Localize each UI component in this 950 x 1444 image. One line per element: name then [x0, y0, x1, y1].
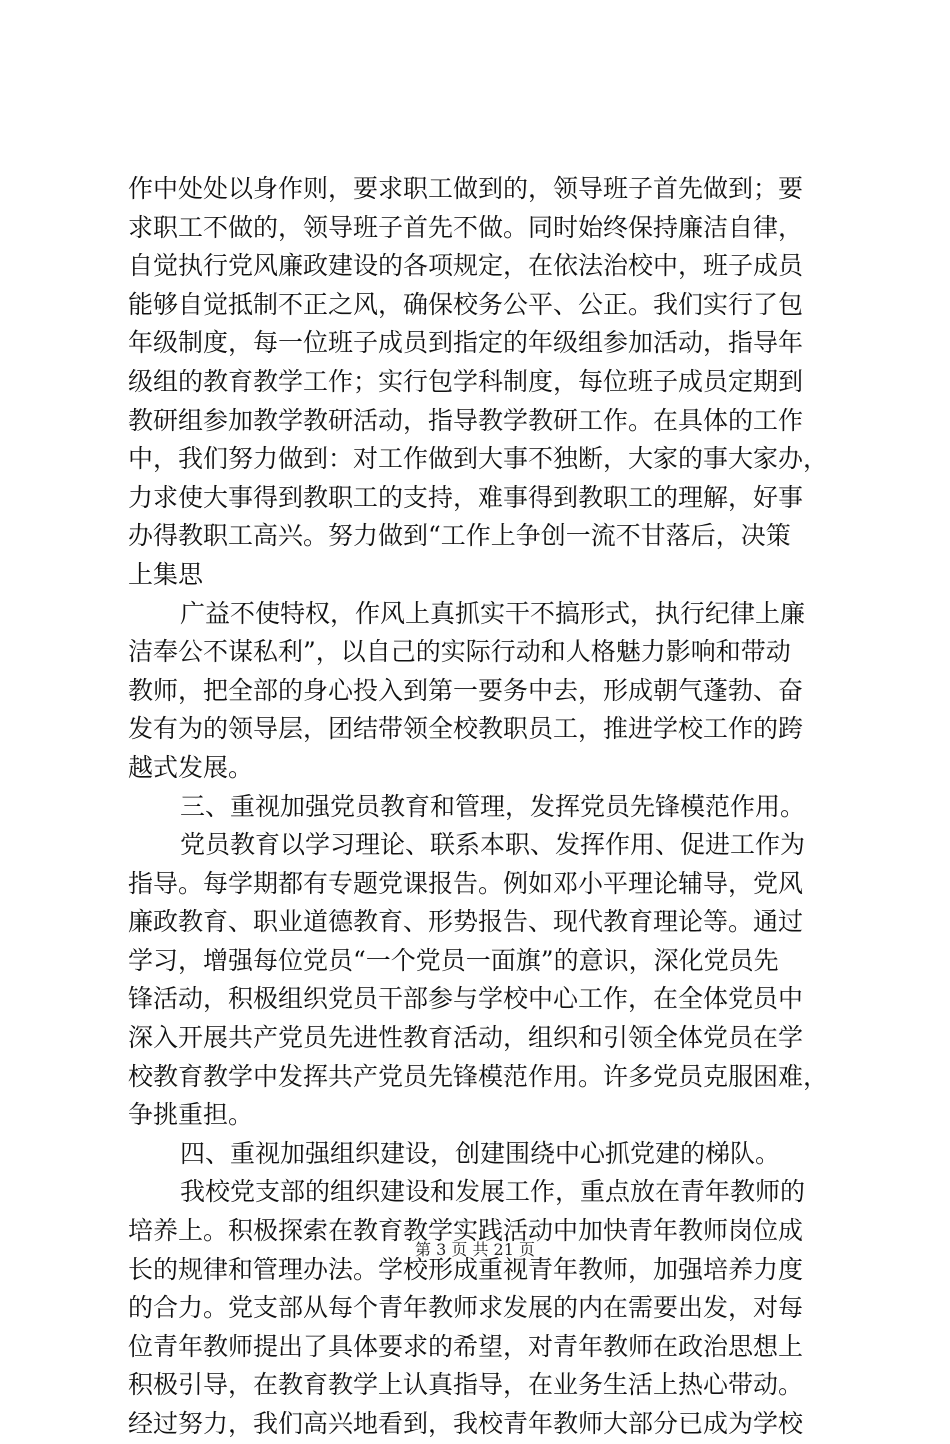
- text-line: 廉政教育、职业道德教育、形势报告、现代教育理论等。通过: [128, 907, 804, 937]
- paragraph-start-line: 我校党支部的组织建设和发展工作，重点放在青年教师的: [180, 1177, 806, 1207]
- text-line: 办得教职工高兴。努力做到“工作上争创一流不甘落后，决策: [128, 521, 791, 551]
- section-heading-4: 四、重视加强组织建设，创建围绕中心抓党建的梯队。: [180, 1138, 781, 1168]
- text-line: 积极引导，在教育教学上认真指导，在业务生活上热心带动。: [128, 1370, 804, 1400]
- text-line: 深入开展共产党员先进性教育活动，组织和引领全体党员在学: [128, 1023, 804, 1053]
- text-line: 发有为的领导层，团结带领全校教职员工，推进学校工作的跨: [128, 714, 804, 744]
- text-line: 争挑重担。: [128, 1100, 254, 1130]
- text-line: 年级制度，每一位班子成员到指定的年级组参加活动，指导年: [128, 328, 804, 358]
- text-line: 经过努力，我们高兴地看到，我校青年教师大部分已成为学校: [128, 1409, 804, 1438]
- text-line: 求职工不做的，领导班子首先不做。同时始终保持廉洁自律，: [128, 212, 804, 242]
- text-line: 长的规律和管理办法。学校形成重视青年教师，加强培养力度: [128, 1254, 804, 1284]
- text-line: 越式发展。: [128, 752, 254, 782]
- text-line: 作中处处以身作则，要求职工做到的，领导班子首先做到；要: [128, 174, 804, 203]
- text-line: 位青年教师提出了具体要求的希望，对青年教师在政治思想上: [128, 1331, 804, 1361]
- text-line: 自觉执行党风廉政建设的各项规定，在依法治校中，班子成员: [128, 251, 804, 281]
- section-heading-3: 三、重视加强党员教育和管理，发挥党员先锋模范作用。: [180, 791, 806, 821]
- text-line: 教师，把全部的身心投入到第一要务中去，形成朝气蓬勃、奋: [128, 675, 804, 705]
- text-line: 能够自觉抵制不正之风，确保校务公平、公正。我们实行了包: [128, 289, 804, 319]
- text-line: 级组的教育教学工作；实行包学科制度，每位班子成员定期到: [128, 366, 804, 396]
- text-line: 指导。每学期都有专题党课报告。例如邓小平理论辅导，党风: [128, 868, 804, 898]
- text-line: 力求使大事得到教职工的支持，难事得到教职工的理解，好事: [128, 482, 804, 512]
- text-line: 洁奉公不谋私利”，以自己的实际行动和人格魅力影响和带动: [128, 637, 791, 667]
- text-line: 上集思: [128, 559, 204, 589]
- paragraph-start-line: 广益不使特权，作风上真抓实干不搞形式，执行纪律上廉: [180, 598, 806, 628]
- paragraph-start-line: 党员教育以学习理论、联系本职、发挥作用、促进工作为: [180, 830, 806, 860]
- text-line: 培养上。积极探索在教育教学实践活动中加快青年教师岗位成: [128, 1216, 804, 1246]
- text-line: 校教育教学中发挥共产党员先锋模范作用。许多党员克服困难，: [128, 1061, 829, 1091]
- page-number-footer: 第 3 页 共 21 页: [415, 1240, 535, 1259]
- text-line: 锋活动，积极组织党员干部参与学校中心工作，在全体党员中: [128, 984, 804, 1014]
- text-line: 中，我们努力做到：对工作做到大事不独断，大家的事大家办，: [128, 444, 829, 474]
- text-line: 学习，增强每位党员“一个党员一面旗”的意识，深化党员先: [128, 945, 779, 975]
- text-line: 的合力。党支部从每个青年教师求发展的内在需要出发，对每: [128, 1293, 804, 1323]
- text-line: 教研组参加教学教研活动，指导教学教研工作。在具体的工作: [128, 405, 804, 435]
